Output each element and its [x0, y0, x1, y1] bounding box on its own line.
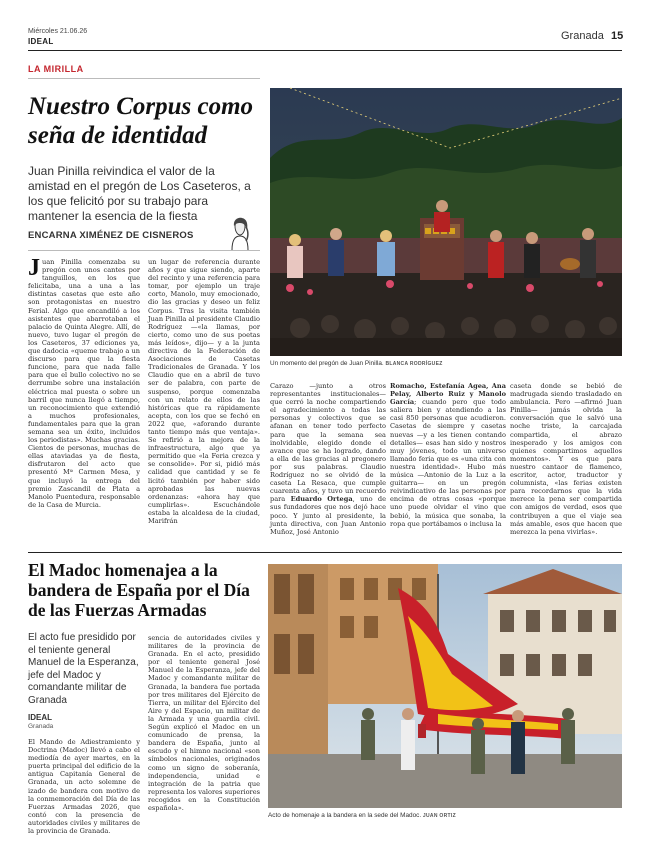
kicker-rule [28, 78, 260, 79]
story2-headline: El Madoc homenajea a la bandera de España por el Día de las Fuerzas Armadas [28, 560, 250, 620]
story2-caption-text: Acto de homenaje a la bandera en la sede del Madoc. [268, 812, 422, 819]
story-separator [28, 552, 622, 553]
drop-cap: J [28, 255, 40, 281]
story1-column-1-text: uan Pinilla comenzaba su pregón con unos cantes por tanguillos, en los que felicitaba, una a una a las distintas casetas que este año son protagonistas en nuestro Ferial. Algo que encandiló a los asistentes que abarrotaban el palacio de Quinta Alegre. Allí, de nuevo, tuvo lugar el pregón de los Caseteros, 37 ediciones ya, que dadocia «queme trabajo a un discurso para que la fiesta funcione, para que nada falle para que el bullo colectivo no se derrumbe sobre una instalación eléctrica mal puesta o sobre un barril que nunca llegó a tiempo, un reconocimiento que extendió a muchos profesionales, fundamentales para que la gran semana sea un éxito, incluidos los periodistas». Muchas gracias. Cientos de personas, muchas de ellas ataviadas ya de fiesta, disfrutaron del acto que presentó Mª Carmen Mesa, y que incluyó la entrega del premio Zascandil de Plata a Manolo Puentedura, responsable de la Casa de Murcia. [28, 258, 140, 509]
header-rule [28, 50, 622, 51]
page-number: 15 [611, 30, 624, 42]
story2-photo [268, 564, 622, 808]
story1-subhead: Juan Pinilla reivindica el valor de la amistad en el pregón de Los Caseteros, a los que felicitó por su trabajo para mantener la esencia de la fiesta [28, 164, 251, 223]
story2-subhead: El acto fue presidido por el teniente general Manuel de la Esperanza, jefe del Madoc y comandante militar de Granada [28, 632, 139, 706]
story2-column-1: El Mando de Adiestramiento y Doctrina (Madoc) llevó a cabo el mediodía de ayer martes, en la puerta principal del edificio de la antigua Capitanía General de Granada, un acto solemne de izado de bandera con motivo de la conmemoración del Día de las Fuerzas Armadas 2026, que contó con la presencia de autoridades civiles y militares de la provincia de Granada. [28, 738, 140, 836]
story1-column-3 [270, 382, 386, 542]
story1-column-3-tail: , uno de sus fundadores que nos dejó hace poco. Y junto al presidente, la junta directiva, con Juan Antonio Muñoz, José Antonio [270, 495, 386, 536]
story1-column-3-text: Carazo —junto a otros representantes institucionales— que cerró la noche compartiendo el agradecimiento a todas las personas y colectivos que se afanan en tener todo perfecto para que la semana sea inolvidable, elegido donde el avance que se ha logrado, dando a ella de las gracias al pregonero por sus palabras. Claudio Rodríguez no se olvidó de la caseta La Resaca, que cumple cuarenta años, y tuvo un recuerdo para [270, 382, 386, 504]
story2-byline-city: Granada [28, 723, 54, 730]
story1-photo-caption [270, 360, 443, 367]
story1-caption-text: Un momento del pregón de Juan Pinilla. [270, 360, 384, 367]
story2-photo-caption [268, 812, 456, 819]
edition-date: Miércoles 21.06.26 [28, 28, 88, 35]
author-portrait-icon [222, 214, 258, 250]
story2-byline: IDEAL [28, 713, 52, 722]
section-kicker: LA MIRILLA [28, 64, 84, 74]
story2-column-2: sencia de autoridades civiles y militares de la provincia de Granada. En el acto, presidido por el teniente general José Manuel de la Esperanza, jefe del Madoc y comandante militar de Granada, la bandera fue portada por tres militares del Ejército de Tierra, un militar del Ejército del Aire y del Espacio, un militar de la Armada y una guardia civil. Según explicó el Madoc en un comunicado de prensa, la bandera de España, junto al escudo y el himno nacional «son símbolos nacionales, originados como un signo de soberanía, independencia, unidad e integración de la patria que representa los valores superiores recogidos en la Constitución española». [148, 634, 260, 812]
story1-column-5: caseta donde se bebió de madrugada siendo trasladado en ambulancia. Pero —afirmó Juan Pinilla— jamás olvida la conversación que le salvó una noche triste, la carcajada compartida, el abrazo inesperado y los amigos con quienes compartimos aquellos momentos». Y es que para nuestro cantaor de flamenco, escritor, actor, traductor y columnista, «las ferias existen para recordarnos que la vida merece la pena ser compartida con amigos de verdad, esos que contribuyen a que el viaje sea más amable, esos que hacen que merezca la pena vivirlas». [510, 382, 622, 536]
story1-photo [270, 88, 622, 356]
byline-rule [28, 250, 260, 251]
story1-byline: ENCARNA XIMÉNEZ DE CISNEROS [28, 230, 194, 241]
story1-column-1 [28, 255, 140, 548]
section-name: Granada [561, 30, 604, 42]
newspaper-brand: IDEAL [28, 37, 54, 46]
story2-photo-credit: JUAN ORTIZ [422, 813, 456, 819]
story1-column-3-names: Eduardo Ortega [290, 495, 353, 504]
story1-column-2: un lugar de referencia durante años y que sigue siendo, aparte del recinto y una referencia para tomar, por ejemplo un traje corto, Manolo, muy emocionado, dio las gracias y deseo un feliz Corpus. Tras la visita también Juan Pinilla al presidente Claudio Rodríguez —«la llamas, por cierto, como uno de sus poetas más leídos», dijo— y a la junta directiva de la Federación de Asociaciones de Casetas Tradicionales de Granada. Y los Claudio que en a abril de tuvo ser de palabra, con parte de suspenso, porque comenzaba con un relato de ellos de las históricas que ra rápidamente acepta, con los que se fechó en 2022 que, «aforando durante tanto tiempo más que ventaja». Se refirió a la mejora de la infraestructura, algo que ya permitido que «la Feria crezca y se consolide». Por si, pidió más calidad que cantidad y se fe licitó también por haber sido aprobadas las nuevas ordenanzas: «ahora hay que cumplirlas». Escuchándole estaba la alcaldesa de la ciudad, Marifrán [148, 258, 260, 525]
story1-headline: Nuestro Corpus como seña de identidad [28, 93, 254, 149]
story1-photo-credit: BLANCA RODRÍGUEZ [385, 361, 443, 367]
story1-column-4-text: ; cuando pero que todo saliera bien y atendiendo a las casi 850 personas que acudieron. Casetas de siempre y casetas nuevas —y a les tienen contando detalles— esas han sido y nostros muy jóvenes, todo un universo llamado feria que es «una cita con nuestra identidad». Hubo más música —Antonio de la Luz a la guitarra— en un pregón reivindicativo de las personas por encima de otras cosas «porque uno puede olvidar el vino que bebió, la música que sonaba, la ropa que portábamos o inclusa la [390, 398, 506, 528]
story1-column-4-names: Romacho, Estefanía Agea, Ana Pelay, Alberto Ruiz y Manolo García [390, 382, 506, 407]
story1-column-4 [390, 382, 506, 542]
